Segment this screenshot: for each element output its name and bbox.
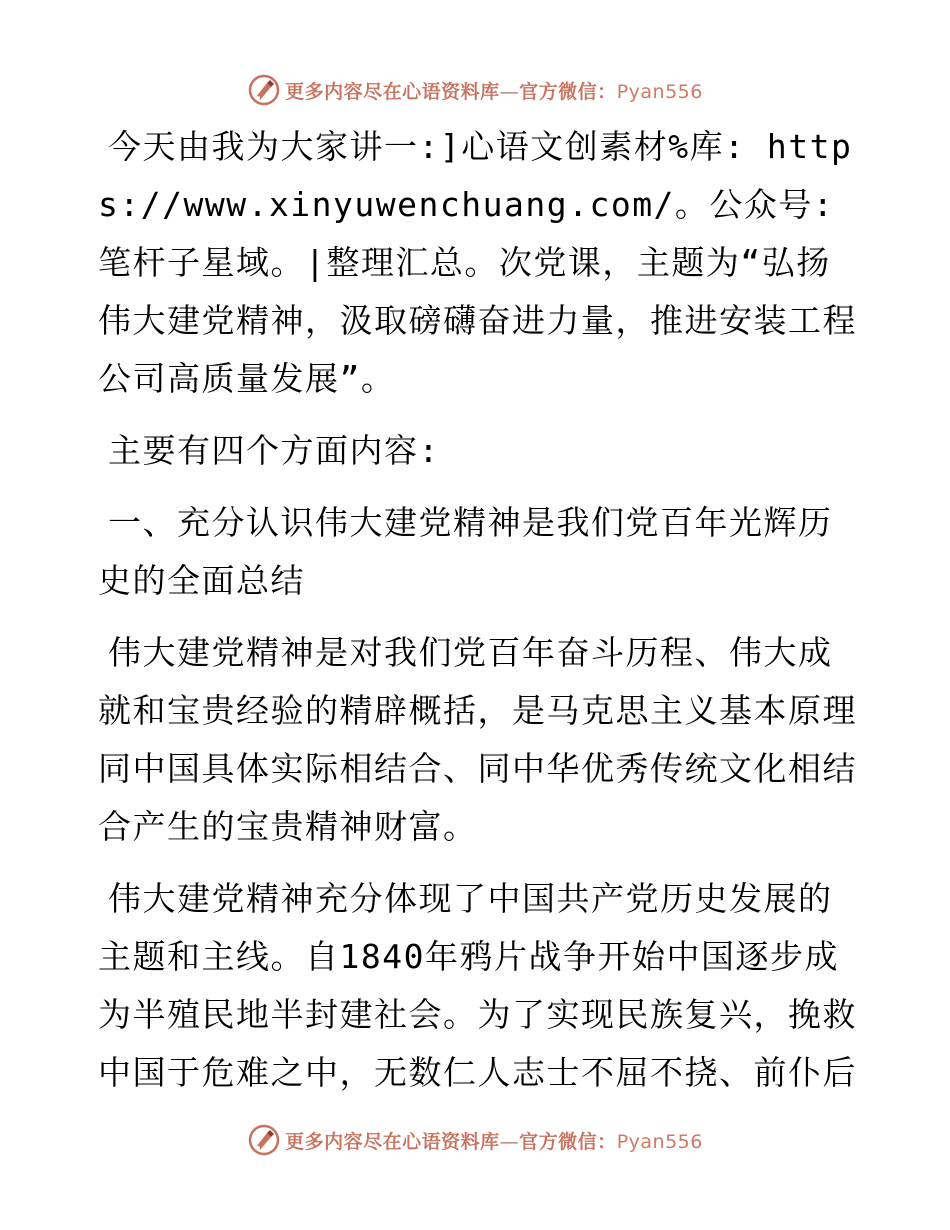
paragraph-intro: 今天由我为大家讲一:]心语文创素材%库: https://www.xinyuwenchuang.com/。公众号: 笔杆子星域。|整理汇总。次党课，主题为“弘扬伟大建党精神，汲取磅礴奋进力量，推进安装工程公司高质量发展”。 (98, 127, 857, 398)
watermark-wechat-id: Pyan556 (616, 80, 703, 103)
watermark-wechat-id: Pyan556 (616, 1130, 703, 1153)
watermark-text (285, 77, 703, 104)
section-heading-1: 一、充分认识伟大建党精神是我们党百年光辉历史的全面总结 (98, 503, 833, 600)
watermark-official: 官方微信： (519, 80, 617, 103)
watermark-brand: 更多内容尽在心语资料库 (285, 1130, 500, 1153)
watermark-text (285, 1127, 703, 1154)
document-body (98, 118, 858, 1116)
watermark-official: 官方微信： (519, 1130, 617, 1153)
paragraph-body-2: 伟大建党精神充分体现了中国共产党历史发展的主题和主线。自1840年鸦片战争开始中国逐步成为半殖民地半封建社会。为了实现民族复兴，挽救中国于危难之中，无数仁人志士不屈不挠、前仆后 (98, 879, 857, 1092)
footer-watermark (0, 1120, 950, 1160)
paragraph-body-1: 伟大建党精神是对我们党百年奋斗历程、伟大成就和宝贵经验的精辟概括，是马克思主义基本原理同中国具体实际相结合、同中华优秀传统文化相结合产生的宝贵精神财富。 (98, 633, 857, 846)
paragraph-overview: 主要有四个方面内容: (108, 431, 440, 470)
brand-logo-icon (247, 73, 281, 107)
watermark-brand: 更多内容尽在心语资料库 (285, 80, 500, 103)
watermark-separator: — (499, 80, 520, 103)
brand-logo-icon (247, 1123, 281, 1157)
header-watermark (0, 70, 950, 110)
watermark-separator: — (499, 1130, 520, 1153)
